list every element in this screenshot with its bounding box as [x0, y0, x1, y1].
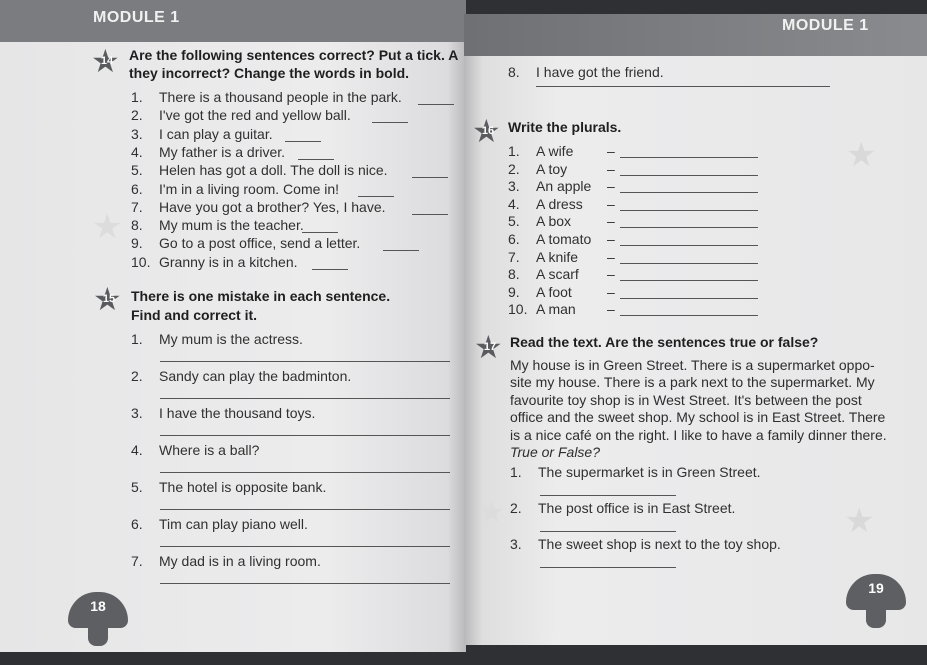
item-text: The supermarket is in Green Street.	[538, 464, 761, 480]
answer-line[interactable]	[418, 104, 454, 105]
answer-line[interactable]	[298, 159, 334, 160]
item-number: 9.	[131, 235, 143, 252]
faint-star-icon: ★	[478, 496, 505, 529]
item-number: 3.	[510, 536, 522, 552]
answer-line[interactable]	[312, 269, 348, 270]
answer-line[interactable]	[620, 280, 758, 281]
item-text: Where is a ball?	[159, 442, 260, 458]
exercise-15-item-5	[131, 479, 326, 496]
item-number: 9.	[508, 283, 520, 300]
exercise-15-item-4	[131, 442, 259, 459]
exercise-17-item-3	[510, 536, 781, 553]
answer-line[interactable]	[358, 196, 394, 197]
item-text: Have you got a brother? Yes, I have.	[159, 198, 386, 215]
exercise-15-badge: ★ 15	[97, 288, 121, 310]
answer-line[interactable]	[620, 192, 758, 193]
right-page-number: 19	[868, 580, 884, 596]
dash: –	[607, 248, 615, 265]
exercise-14-item-10	[131, 254, 298, 271]
exercise-16-item-10	[508, 301, 576, 318]
item-text: A knife	[536, 248, 579, 265]
exercise-14-item-9	[131, 235, 360, 252]
item-text: My dad is in a living room.	[159, 553, 321, 569]
exercise-14-instruction-line2: they incorrect? Change the words in bold.	[129, 65, 410, 81]
answer-line[interactable]	[540, 531, 676, 532]
item-number: 6.	[508, 231, 520, 247]
dash: –	[607, 195, 615, 212]
answer-line[interactable]	[160, 361, 450, 362]
item-number: 1.	[510, 464, 522, 480]
exercise-16-item-2	[508, 161, 567, 178]
dash: –	[607, 213, 615, 230]
answer-line[interactable]	[620, 263, 758, 264]
answer-line[interactable]	[620, 175, 758, 176]
exercise-14-item-5	[131, 162, 388, 179]
exercise-16-item-3	[508, 178, 591, 195]
item-number: 8.	[131, 217, 143, 234]
item-number: 3.	[508, 178, 520, 195]
item-number: 6.	[131, 180, 143, 197]
left-page	[0, 0, 466, 652]
item-text: A man	[536, 301, 576, 318]
item-text: A toy	[536, 160, 568, 177]
answer-line[interactable]	[383, 250, 419, 251]
exercise-14-item-7	[131, 199, 386, 216]
left-page-number: 18	[90, 598, 106, 614]
item-number: 6.	[131, 516, 143, 532]
dash: –	[607, 143, 615, 159]
answer-line[interactable]	[412, 177, 448, 178]
true-or-false-prompt: True or False?	[510, 444, 600, 460]
item-text: A dress	[536, 195, 583, 212]
answer-line[interactable]	[620, 315, 758, 316]
answer-line[interactable]	[285, 141, 321, 142]
faint-star-icon: ★	[844, 502, 875, 540]
exercise-15-instruction-line2: Find and correct it.	[131, 307, 258, 323]
exercise-14-item-8	[131, 217, 304, 234]
item-text: My father is a driver.	[159, 143, 286, 160]
dash: –	[607, 283, 615, 300]
exercise-14-item-3	[131, 126, 273, 143]
item-text: I'm in a living room. Come in!	[159, 180, 340, 197]
faint-star-icon: ★	[846, 136, 877, 174]
item-number: 1.	[131, 331, 143, 347]
answer-line[interactable]	[620, 298, 758, 299]
answer-line[interactable]	[160, 509, 450, 510]
item-text: A tomato	[536, 231, 592, 247]
item-number: 2.	[131, 107, 143, 124]
exercise-15-item-3	[131, 405, 315, 422]
exercise-16-item-9	[508, 284, 572, 301]
answer-line[interactable]	[412, 214, 448, 215]
item-number: 7.	[131, 553, 143, 569]
exercise-16-item-1	[508, 143, 573, 160]
answer-line[interactable]	[540, 567, 676, 568]
answer-line[interactable]	[160, 435, 450, 436]
item-number: 7.	[508, 248, 520, 265]
item-text: A foot	[536, 283, 572, 300]
left-header-band	[0, 0, 466, 42]
answer-line[interactable]	[160, 546, 450, 547]
answer-line[interactable]	[536, 86, 830, 87]
exercise-14-item-1	[131, 89, 402, 106]
item-text: Helen has got a doll. The doll is nice.	[159, 162, 388, 179]
answer-line[interactable]	[372, 122, 408, 123]
answer-line[interactable]	[620, 227, 758, 228]
item-number: 5.	[508, 213, 520, 230]
exercise-14-item-2	[131, 107, 351, 124]
dash: –	[607, 266, 615, 283]
item-text: Go to a post office, send a letter.	[159, 235, 361, 252]
left-module-title: MODULE 1	[93, 9, 180, 26]
item-text: Granny is in a kitchen.	[159, 253, 298, 270]
item-text: The post office is in East Street.	[538, 500, 736, 516]
exercise-16-item-7	[508, 249, 578, 266]
answer-line[interactable]	[302, 232, 338, 233]
exercise-17-item-2	[510, 500, 735, 517]
item-text: My mum is the teacher.	[159, 217, 304, 234]
item-number: 7.	[131, 198, 143, 215]
answer-line[interactable]	[620, 245, 758, 246]
item-number: 3.	[131, 125, 143, 142]
exercise-15-instruction-line1: There is one mistake in each sentence.	[131, 288, 391, 304]
item-number: 1.	[131, 89, 143, 105]
answer-line[interactable]	[160, 398, 450, 399]
exercise-15-item-6	[131, 516, 308, 533]
dash: –	[607, 301, 615, 318]
item-number: 10.	[131, 253, 151, 270]
item-number: 3.	[131, 405, 143, 421]
item-text: A scarf	[536, 266, 579, 283]
answer-line[interactable]	[160, 583, 450, 584]
item-text: A wife	[536, 143, 574, 159]
answer-line[interactable]	[620, 210, 758, 211]
dash: –	[607, 178, 615, 195]
exercise-14-badge: ★ 14	[95, 50, 119, 72]
exercise-15-item-2	[131, 368, 351, 385]
exercise-17-badge: ★ 17	[478, 336, 502, 358]
item-number: 8.	[508, 266, 520, 283]
item-number: 10.	[508, 301, 528, 318]
item-number: 4.	[131, 143, 143, 160]
exercise-14-item-8: 8. I have got the friend.	[508, 64, 664, 80]
exercise-14-item-6	[131, 181, 339, 198]
answer-line[interactable]	[540, 495, 676, 496]
item-number: 1.	[508, 143, 520, 159]
item-text: Tim can play piano well.	[159, 516, 308, 532]
exercise-16-item-6	[508, 231, 591, 248]
dash: –	[607, 160, 615, 177]
exercise-15-item-1	[131, 331, 303, 348]
exercise-16-instruction: Write the plurals.	[508, 119, 622, 135]
item-number: 5.	[131, 162, 143, 179]
item-text: I can play a guitar.	[159, 125, 273, 142]
answer-line[interactable]	[160, 472, 450, 473]
exercise-16-item-5	[508, 213, 571, 230]
item-text: The hotel is opposite bank.	[159, 479, 327, 495]
exercise-16-item-4	[508, 196, 583, 213]
exercise-15-item-7	[131, 553, 321, 570]
right-module-title: MODULE 1	[782, 17, 869, 34]
exercise-16-badge: ★ 16	[476, 120, 500, 142]
exercise-17-item-1	[510, 464, 761, 481]
dash: –	[607, 231, 615, 247]
item-text: My mum is the actress.	[159, 331, 303, 347]
exercise-17-reading-text: My house is in Green Street. There is a supermarket oppo- site my house. There is a park next to the supermarket. My favourite toy shop is in West Street. It's between the post office and the sweet shop. My school is in East Street. There is a nice café on the right. I like to have a family dinner there.	[510, 357, 887, 443]
item-number: 2.	[510, 500, 522, 516]
item-number: 2.	[508, 160, 520, 177]
item-number: 4.	[508, 195, 520, 212]
item-number: 4.	[131, 442, 143, 458]
faint-star-icon: ★	[92, 208, 123, 246]
item-text: The sweet shop is next to the toy shop.	[538, 536, 781, 552]
item-number: 2.	[131, 368, 143, 384]
exercise-16-item-8	[508, 266, 579, 283]
page-number-mushroom-icon	[68, 592, 128, 650]
item-text: An apple	[536, 178, 592, 195]
exercise-14-instruction-line1: Are the following sentences correct? Put a tick. A	[129, 47, 459, 63]
item-text: Sandy can play the badminton.	[159, 368, 352, 384]
item-text: There is a thousand people in the park.	[159, 89, 402, 105]
item-text: I have the thousand toys.	[159, 405, 316, 421]
item-text: A box	[536, 213, 572, 230]
exercise-17-instruction: Read the text. Are the sentences true or false?	[510, 334, 819, 350]
exercise-14-item-4	[131, 144, 285, 161]
item-text: I've got the red and yellow ball.	[159, 107, 351, 124]
page-number-mushroom-icon	[846, 574, 906, 632]
right-page	[464, 14, 927, 645]
answer-line[interactable]	[620, 157, 758, 158]
item-number: 5.	[131, 479, 143, 495]
